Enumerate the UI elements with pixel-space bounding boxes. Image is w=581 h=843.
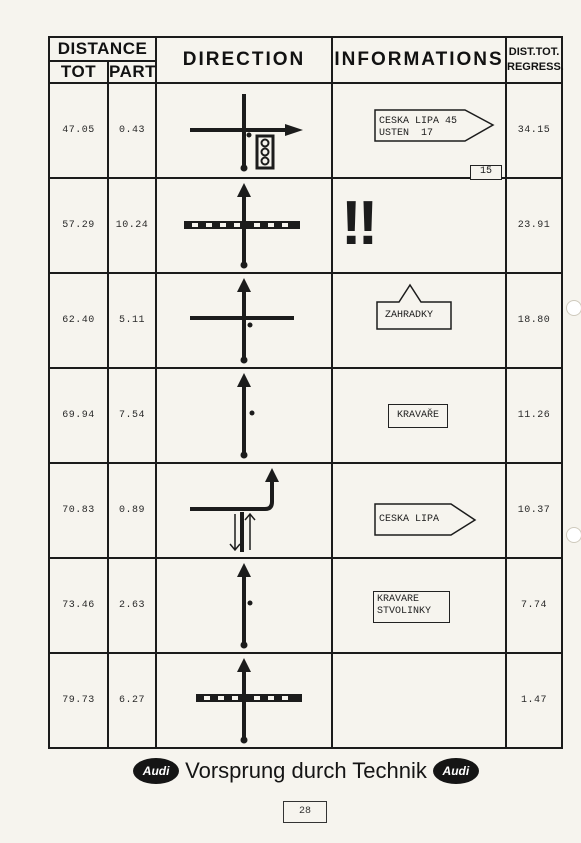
tot-distance-cell: 70.83: [49, 463, 108, 558]
tot-distance-cell: 79.73: [49, 653, 108, 748]
information-cell: [332, 178, 506, 273]
regress-distance-cell: 23.91: [506, 178, 562, 273]
regress-distance-cell: 1.47: [506, 653, 562, 748]
header-tot: TOT: [49, 61, 108, 83]
table-row: [49, 368, 562, 463]
crossroad-straight-icon: [157, 274, 331, 367]
sign-text: CESKA LIPA: [379, 514, 440, 525]
table-row: [49, 273, 562, 368]
danger-warning-mark: !!: [341, 189, 375, 258]
information-cell: [332, 368, 506, 463]
punch-hole: [566, 300, 581, 316]
table-row: [49, 463, 562, 558]
information-cell: [332, 558, 506, 653]
part-distance-cell: 0.89: [108, 463, 156, 558]
header-direction: DIRECTION: [156, 37, 332, 83]
part-distance-cell: 2.63: [108, 558, 156, 653]
tot-distance-cell: 57.29: [49, 178, 108, 273]
part-distance-cell: 5.11: [108, 273, 156, 368]
table-row: [49, 178, 562, 273]
railway-crossing-straight-icon: [157, 654, 331, 747]
audi-logo-text: Audi: [442, 764, 470, 778]
direction-cell: [156, 178, 332, 273]
header-dist-tot: DIST.TOT.: [508, 46, 560, 58]
header-dist-tot-regress: [506, 37, 562, 83]
regress-distance-cell: 7.74: [506, 558, 562, 653]
roadbook-table: [48, 36, 563, 749]
header-informations: INFORMATIONS: [332, 37, 506, 83]
straight-ahead-icon: [157, 369, 331, 462]
tot-distance-cell: 47.05: [49, 83, 108, 178]
direction-sign-right-icon: [333, 464, 507, 557]
audi-slogan: [96, 756, 516, 786]
sign-text-box: [373, 591, 450, 623]
header-part: PART: [109, 62, 157, 81]
information-cell: [332, 653, 506, 748]
direction-cell: [156, 83, 332, 178]
reference-box: 15: [470, 165, 502, 180]
information-cell: [332, 83, 506, 178]
crossroad-right-icon: [157, 84, 331, 177]
direction-cell: [156, 368, 332, 463]
direction-cell: [156, 273, 332, 368]
regress-distance-cell: 10.37: [506, 463, 562, 558]
audi-logo-right: [433, 758, 479, 784]
header-regress: REGRESS.: [507, 61, 564, 73]
railway-crossing-straight-icon: [157, 179, 331, 272]
part-distance-cell: 6.27: [108, 653, 156, 748]
sign-text: ZAHRADKY: [385, 310, 434, 321]
direction-cell: [156, 653, 332, 748]
straight-ahead-icon: [157, 559, 331, 652]
page-number: 28: [283, 801, 327, 823]
information-cell: [332, 273, 506, 368]
part-distance-cell: 0.43: [108, 83, 156, 178]
slogan-text: Vorsprung durch Technik: [185, 758, 427, 783]
regress-distance-cell: 34.15: [506, 83, 562, 178]
table-row: [49, 558, 562, 653]
sign-text: KRAVAŘE: [388, 404, 448, 428]
tot-distance-cell: 62.40: [49, 273, 108, 368]
header-distance: DISTANCE: [49, 37, 156, 61]
direction-cell: [156, 558, 332, 653]
punch-hole: [566, 527, 581, 543]
part-distance-cell: 10.24: [108, 178, 156, 273]
audi-logo-text: Audi: [142, 764, 170, 778]
part-distance-cell: 7.54: [108, 368, 156, 463]
turn-left-then-right-icon: [157, 464, 331, 557]
direction-cell: [156, 463, 332, 558]
sign-text-line2: STVOLINKY: [377, 606, 432, 617]
sign-text-line1: CESKA LIPA 45: [379, 116, 458, 127]
regress-distance-cell: 11.26: [506, 368, 562, 463]
regress-distance-cell: 18.80: [506, 273, 562, 368]
tot-distance-cell: 73.46: [49, 558, 108, 653]
table-row: [49, 83, 562, 178]
sign-text-line1: KRAVARE: [377, 594, 420, 605]
audi-logo-left: [133, 758, 179, 784]
sign-text-line2: USTEN 17: [379, 128, 434, 139]
tot-distance-cell: 69.94: [49, 368, 108, 463]
table-row: [49, 653, 562, 748]
information-cell: [332, 463, 506, 558]
